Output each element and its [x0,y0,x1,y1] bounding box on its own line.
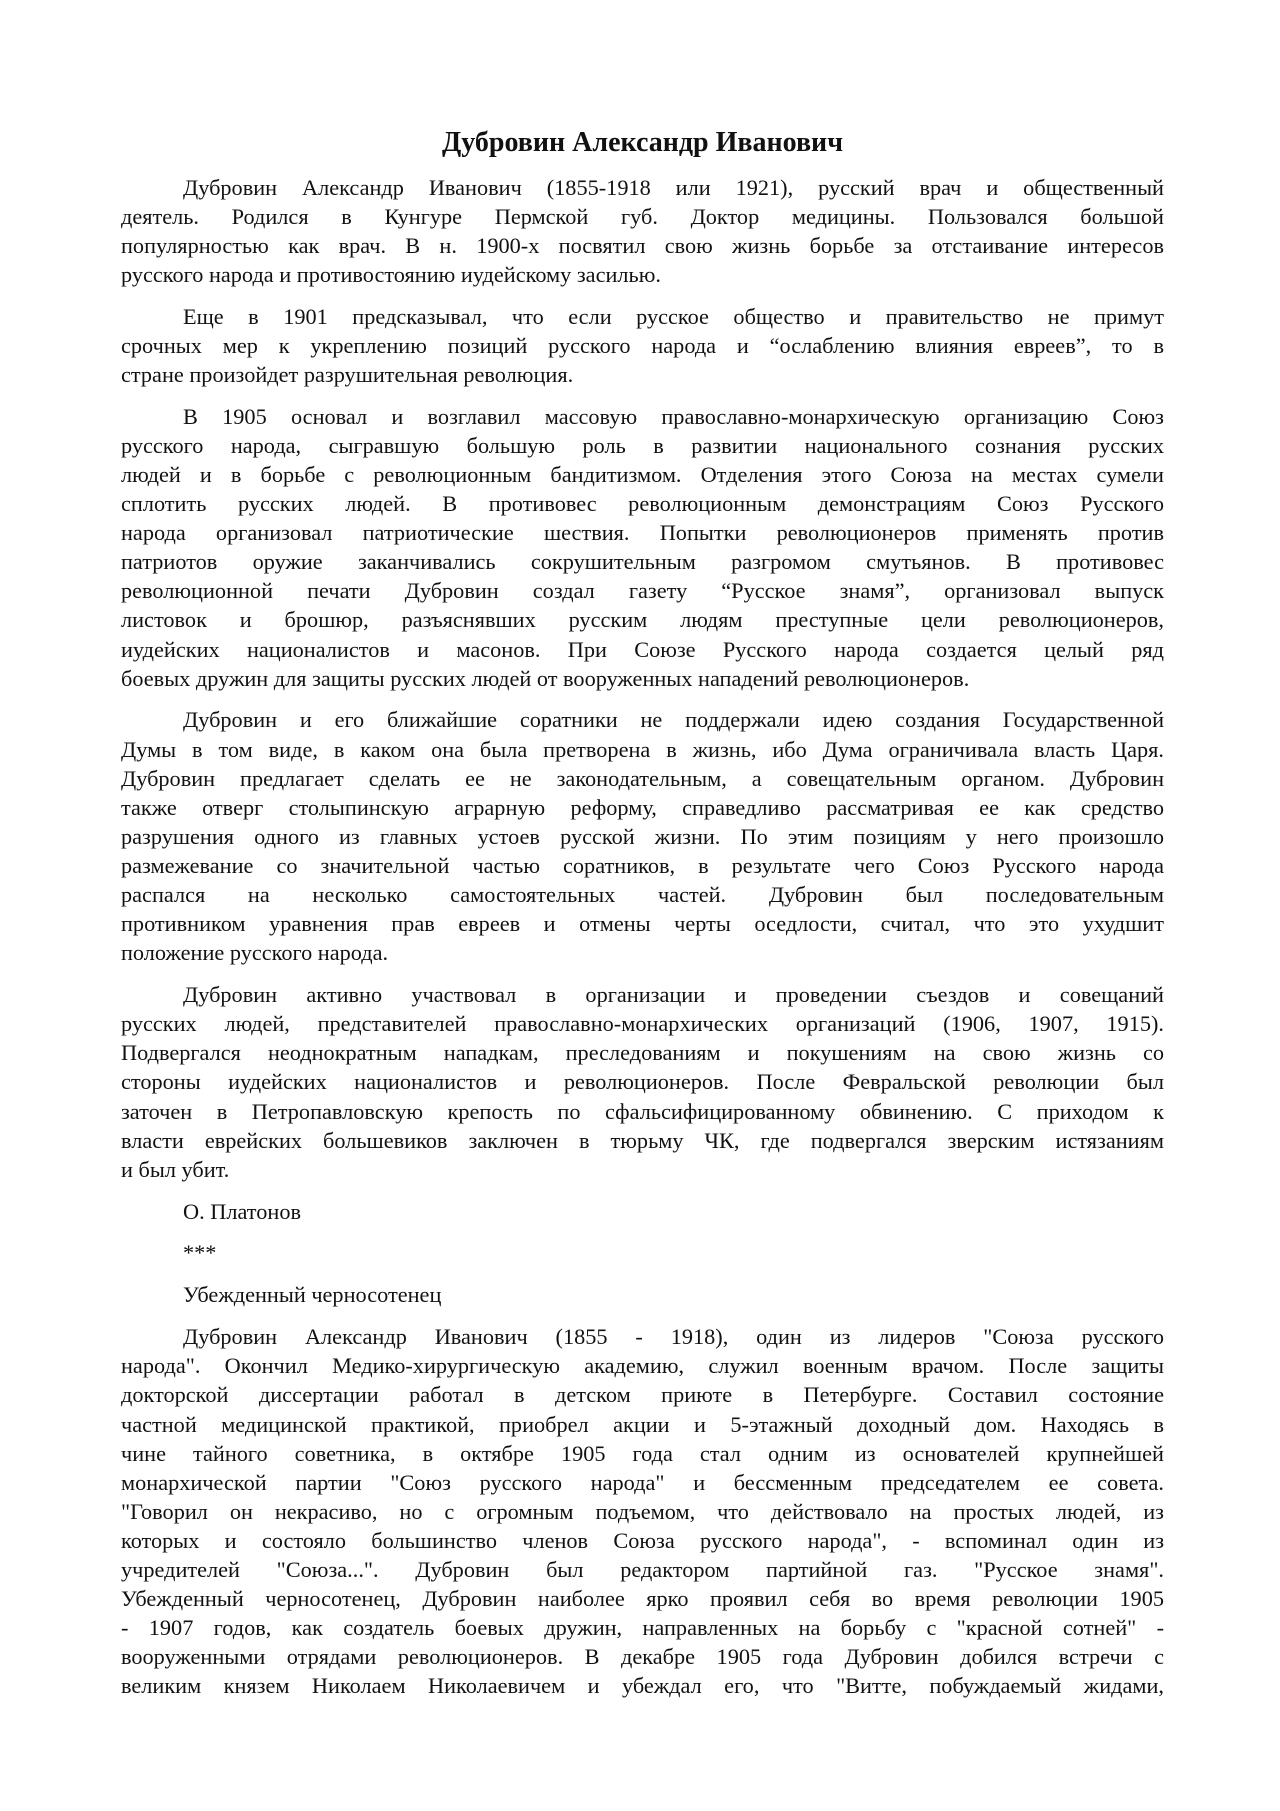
text-line: и был убит. [121,1156,230,1182]
text-line: иудейских националистов и масонов. При Союзе Русского народа создается целый ряд [121,636,1164,662]
text-line: учредителей "Союза...". Дубровин был редактором партийной газ. "Русское знамя". [121,1557,1164,1582]
text-line: частной медицинской практикой, приобрел акции и 5-этажный доходный дом. Находясь в [121,1411,1164,1437]
paragraph [121,980,1164,1184]
text-line: чине тайного советника, в октябре 1905 года стал одним из основателей крупнейшей [121,1440,1164,1466]
text-line: противником уравнения прав евреев и отмены черты оседлости, считал, что это ухудшит [121,911,1164,937]
text-line: докторской диссертации работал в детском приюте в Петербурге. Составил состояние [121,1382,1164,1408]
paragraph [121,1280,1164,1309]
text-line: Еще в 1901 предсказывал, что если русское общество и правительство не примут [183,303,1164,329]
text-line: народа организовал патриотические шествия. Попытки революционеров применять против [121,520,1164,546]
text-line: сплотить русских людей. В противовес революционным демонстрациям Союз Русского [121,491,1164,517]
paragraph [121,705,1164,967]
text-line: В 1905 основал и возглавил массовую православно-монархическую организацию Союз [183,403,1164,429]
text-line: размежевание со значительной частью соратников, в результате чего Союз Русского народа [121,852,1164,878]
text-line: Подвергался неоднократным нападкам, преследованиям и покушениям на свою жизнь со [121,1040,1164,1066]
text-line: которых и состояло большинство членов Союза русского народа", - вспоминал один из [121,1527,1164,1553]
text-line: народа". Окончил Медико-хирургическую академию, служил военным врачом. После защиты [121,1353,1164,1379]
text-line: боевых дружин для защиты русских людей от вооруженных нападений революционеров. [121,665,970,691]
text-line: деятель. Родился в Кунгуре Пермской губ. Доктор медицины. Пользовался большой [121,203,1164,229]
text-line: срочных мер к укреплению позиций русского народа и “ослаблению влияния евреев”, то в [121,332,1164,358]
text-line: листовок и брошюр, разъяснявших русским людям преступные цели революционеров, [121,607,1164,633]
text-line: стране произойдет разрушительная революция. [121,361,574,387]
text-line: монархической партии "Союз русского народа" и бессменным председателем ее совета. [121,1469,1164,1495]
text-line: патриотов оружие заканчивались сокрушительным разгромом смутьянов. В противовес [121,549,1164,575]
text-line: вооруженными отрядами революционеров. В декабре 1905 года Дубровин добился встречи с [121,1644,1164,1670]
paragraph [121,302,1164,389]
text-line: "Говорил он некрасиво, но с огромным подъемом, что действовало на простых людей, из [121,1498,1164,1524]
paragraph [121,173,1164,289]
paragraph [121,402,1164,693]
text-line: русского народа, сыгравшую большую роль в развитии национального сознания русских [121,432,1164,458]
text-line: положение русского народа. [121,940,389,966]
text-line: Дубровин активно участвовал в организации и проведении съездов и совещаний [183,982,1164,1008]
text-line: распался на несколько самостоятельных частей. Дубровин был последовательным [121,882,1164,908]
text-line: Убежденный черносотенец, Дубровин наиболее ярко проявил себя во время революции 1905 [121,1586,1164,1612]
text-line: также отверг столыпинскую аграрную реформу, справедливо рассматривая ее как средство [121,794,1164,820]
text-line: Дубровин предлагает сделать ее не законодательным, а совещательным органом. Дубровин [121,765,1164,791]
paragraph [121,1238,1164,1267]
text-line: - 1907 годов, как создатель боевых дружин, направленных на борьбу с "красной сотней" - [121,1615,1164,1641]
text-line: разрушения одного из главных устоев русской жизни. По этим позициям у него произошло [121,823,1164,849]
text-line: Убежденный черносотенец [183,1282,442,1308]
text-line: популярностью как врач. В н. 1900-х посвятил свою жизнь борьбе за отстаивание интересов [121,232,1164,258]
paragraph [121,1322,1164,1700]
text-line: революционной печати Дубровин создал газету “Русское знамя”, организовал выпуск [121,578,1164,604]
document-title: Дубровин Александр Иванович [442,127,843,158]
text-line: Дубровин Александр Иванович (1855-1918 или 1921), русский врач и общественный [183,174,1164,200]
text-line: Дубровин и его ближайшие соратники не поддержали идею создания Государственной [183,707,1164,733]
document-body [121,173,1164,1701]
text-line: заточен в Петропавловскую крепость по сфальсифицированному обвинению. С приходом к [121,1098,1164,1124]
text-line: русских людей, представителей православно-монархических организаций (1906, 1907, 1915). [121,1011,1164,1037]
text-line: власти еврейских большевиков заключен в тюрьму ЧК, где подвергался зверским истязаниям [121,1127,1164,1153]
text-line: Думы в том виде, в каком она была претворена в жизнь, ибо Дума ограничивала власть Царя. [121,736,1164,762]
text-line: стороны иудейских националистов и революционеров. После Февральской революции был [121,1069,1164,1095]
text-line: людей и в борьбе с революционным бандитизмом. Отделения этого Союза на местах сумели [121,461,1164,487]
paragraph [121,1197,1164,1226]
text-line: О. Платонов [183,1198,302,1224]
document-page [121,123,1164,1713]
text-line: Дубровин Александр Иванович (1855 - 1918), один из лидеров "Союза русского [183,1324,1164,1350]
text-line: русского народа и противостоянию иудейскому засилью. [121,261,661,287]
text-line: *** [183,1240,217,1266]
text-line: великим князем Николаем Николаевичем и убеждал его, что "Витте, побуждаемый жидами, [121,1673,1164,1699]
